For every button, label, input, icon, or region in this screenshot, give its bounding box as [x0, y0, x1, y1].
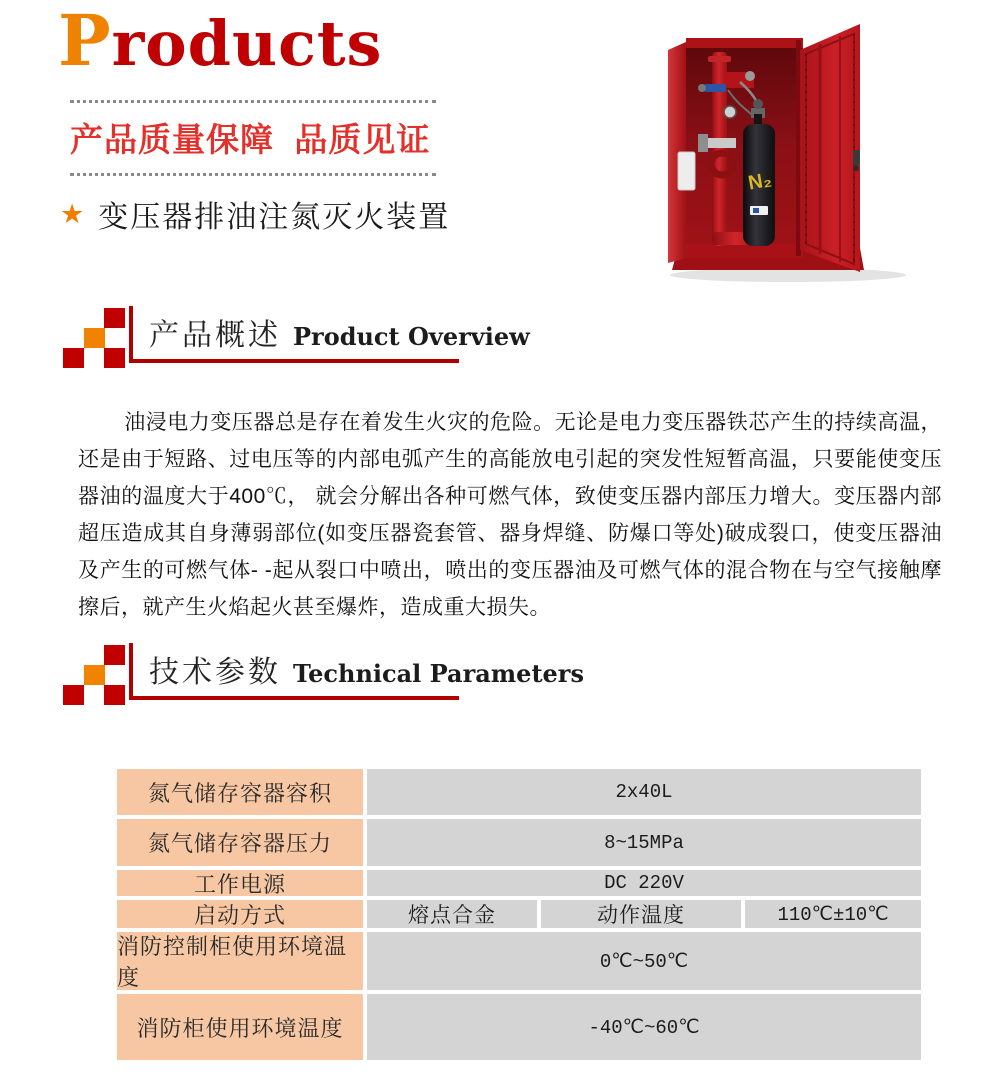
section-vertical-rule [129, 643, 133, 700]
table-row [117, 819, 921, 866]
row-label: 氮气储存容器压力 [117, 819, 363, 866]
table-row [117, 900, 921, 928]
checker-squares-icon [63, 306, 125, 366]
row-value: 熔点合金 [367, 900, 537, 928]
section-header-product-overview [63, 306, 623, 368]
checker-squares-icon [63, 643, 125, 703]
row-label: 消防控制柜使用环境温度 [117, 932, 363, 990]
row-value: 110℃±10℃ [745, 900, 921, 928]
page-title-rest: roducts [111, 7, 383, 80]
section-title-zh: 技术参数 [149, 656, 281, 689]
page-title [58, 2, 382, 83]
row-value: DC 220V [367, 870, 921, 896]
row-value: -40℃~60℃ [367, 994, 921, 1060]
table-row [117, 769, 921, 815]
parameters-table [117, 769, 921, 1064]
overview-paragraph: 油浸电力变压器总是存在着发生火灾的危险。无论是电力变压器铁芯产生的持续高温，还是由于短路、过电压等的内部电弧产生的高能放电引起的突发性短暂高温，只要能使变压器油的温度大于400℃， 就会分解出各种可燃气体，致使变压器内部压力增大。变压器内部超压造成其自身薄弱部位(如变压器瓷套管、器身焊缝、防爆口等处)破成裂口，使变压器油及产生的可燃气体- -起从裂口中喷出，喷出的变压器油及可燃气体的混合物在与空气接触摩擦后，就产生火焰起火甚至爆炸，造成重大损失。 [78, 411, 942, 619]
page-title-initial: P [58, 0, 112, 82]
row-label: 氮气储存容器容积 [117, 769, 363, 815]
row-label: 启动方式 [117, 900, 363, 928]
table-row [117, 870, 921, 896]
section-title-zh: 产品概述 [149, 319, 281, 352]
quality-slogan-banner [70, 100, 436, 176]
row-value: 0℃~50℃ [367, 932, 921, 990]
section-title-en: Technical Parameters [293, 659, 584, 688]
section-underline-rule [131, 696, 459, 700]
product-name-text: 变压器排油注氮灭火装置 [98, 201, 451, 234]
section-header-technical-parameters [63, 643, 623, 705]
section-title-en: Product Overview [293, 322, 530, 351]
row-value: 2x40L [367, 769, 921, 815]
product-photo [648, 12, 943, 285]
fire-cabinet-illustration [648, 12, 943, 285]
section-underline-rule [131, 359, 459, 363]
row-value: 8~15MPa [367, 819, 921, 866]
table-row [117, 932, 921, 990]
table-row [117, 994, 921, 1060]
row-label: 工作电源 [117, 870, 363, 896]
star-icon: ★ [60, 198, 85, 229]
cylinder-n2-mark: N₂ [746, 168, 774, 195]
quality-slogan-text: 产品质量保障 品质见证 [70, 121, 431, 158]
row-value: 动作温度 [541, 900, 741, 928]
product-name-heading [60, 192, 450, 236]
section-vertical-rule [129, 306, 133, 363]
row-label: 消防柜使用环境温度 [117, 994, 363, 1060]
